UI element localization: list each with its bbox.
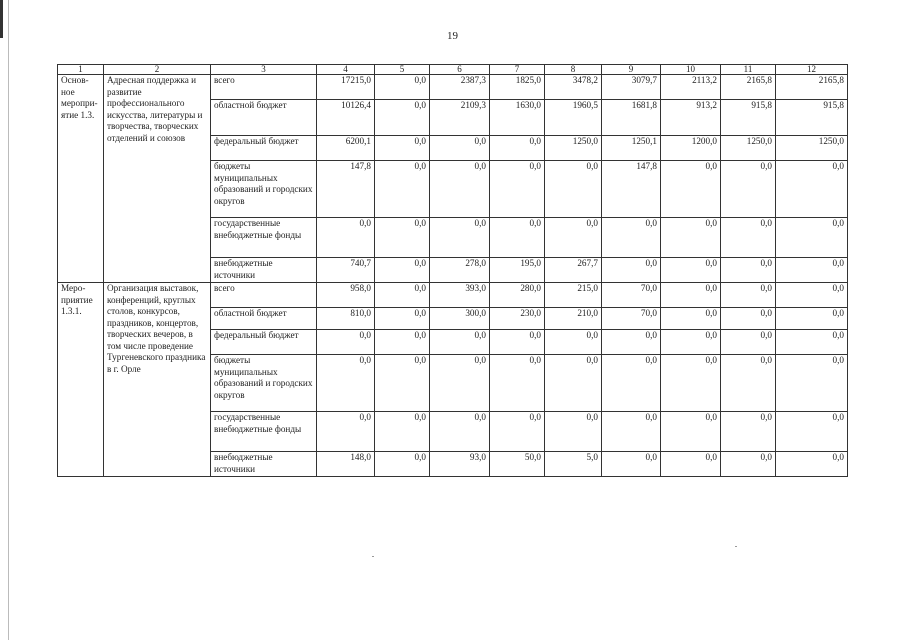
- amount-cell: 70,0: [602, 308, 661, 330]
- amount-cell: 0,0: [375, 161, 430, 218]
- amount-cell: 300,0: [430, 308, 490, 330]
- amount-cell: 210,0: [545, 308, 602, 330]
- amount-cell: 0,0: [375, 283, 430, 308]
- amount-cell: 0,0: [776, 283, 848, 308]
- header-cell: 9: [602, 65, 661, 75]
- amount-cell: 0,0: [490, 330, 545, 355]
- amount-cell: 2113,2: [661, 75, 721, 100]
- header-cell: 11: [721, 65, 776, 75]
- funding-source-cell: федеральный бюджет: [211, 330, 317, 355]
- amount-cell: 1250,1: [602, 136, 661, 161]
- amount-cell: 0,0: [776, 452, 848, 477]
- amount-cell: 93,0: [430, 452, 490, 477]
- amount-cell: 1250,0: [776, 136, 848, 161]
- amount-cell: 0,0: [375, 330, 430, 355]
- amount-cell: 915,8: [776, 100, 848, 136]
- funding-source-cell: всего: [211, 283, 317, 308]
- amount-cell: 0,0: [602, 218, 661, 258]
- amount-cell: 0,0: [661, 355, 721, 412]
- amount-cell: 267,7: [545, 258, 602, 283]
- amount-cell: 0,0: [375, 355, 430, 412]
- header-cell: 7: [490, 65, 545, 75]
- amount-cell: 0,0: [375, 412, 430, 452]
- amount-cell: 0,0: [776, 308, 848, 330]
- activity-code-cell: Меро-приятие 1.3.1.: [58, 283, 104, 477]
- amount-cell: 195,0: [490, 258, 545, 283]
- amount-cell: 0,0: [545, 218, 602, 258]
- amount-cell: 278,0: [430, 258, 490, 283]
- amount-cell: 0,0: [375, 75, 430, 100]
- amount-cell: 0,0: [721, 452, 776, 477]
- amount-cell: 0,0: [721, 218, 776, 258]
- amount-cell: 740,7: [317, 258, 375, 283]
- amount-cell: 1630,0: [490, 100, 545, 136]
- amount-cell: 0,0: [317, 330, 375, 355]
- amount-cell: 2165,8: [721, 75, 776, 100]
- amount-cell: 10126,4: [317, 100, 375, 136]
- amount-cell: 0,0: [490, 161, 545, 218]
- amount-cell: 0,0: [776, 330, 848, 355]
- amount-cell: 0,0: [430, 136, 490, 161]
- amount-cell: 1250,0: [721, 136, 776, 161]
- amount-cell: 0,0: [661, 412, 721, 452]
- header-cell: 2: [104, 65, 211, 75]
- amount-cell: 0,0: [602, 452, 661, 477]
- amount-cell: 147,8: [317, 161, 375, 218]
- amount-cell: 6200,1: [317, 136, 375, 161]
- amount-cell: 0,0: [721, 330, 776, 355]
- amount-cell: 2109,3: [430, 100, 490, 136]
- header-cell: 8: [545, 65, 602, 75]
- binding-margin-line: [8, 0, 9, 640]
- funding-source-cell: бюджеты муниципальных образований и городских округов: [211, 355, 317, 412]
- amount-cell: 50,0: [490, 452, 545, 477]
- amount-cell: 0,0: [375, 452, 430, 477]
- funding-source-cell: областной бюджет: [211, 100, 317, 136]
- amount-cell: 0,0: [602, 330, 661, 355]
- amount-cell: 0,0: [721, 308, 776, 330]
- activity-name-cell: Адресная поддержка и развитие профессионального искусства, литературы и творчества, творческих отделений и союзов: [104, 75, 211, 283]
- amount-cell: 1250,0: [545, 136, 602, 161]
- header-cell: 6: [430, 65, 490, 75]
- amount-cell: 0,0: [545, 355, 602, 412]
- amount-cell: 215,0: [545, 283, 602, 308]
- amount-cell: 0,0: [661, 161, 721, 218]
- amount-cell: 280,0: [490, 283, 545, 308]
- amount-cell: 0,0: [545, 412, 602, 452]
- amount-cell: 0,0: [317, 412, 375, 452]
- scan-speck: [735, 546, 737, 547]
- amount-cell: 1200,0: [661, 136, 721, 161]
- amount-cell: 5,0: [545, 452, 602, 477]
- amount-cell: 0,0: [721, 258, 776, 283]
- funding-source-cell: всего: [211, 75, 317, 100]
- header-cell: 5: [375, 65, 430, 75]
- amount-cell: 0,0: [661, 330, 721, 355]
- funding-source-cell: федеральный бюджет: [211, 136, 317, 161]
- amount-cell: 0,0: [490, 218, 545, 258]
- amount-cell: 70,0: [602, 283, 661, 308]
- amount-cell: 0,0: [721, 283, 776, 308]
- funding-source-cell: внебюджетные источники: [211, 258, 317, 283]
- amount-cell: 1681,8: [602, 100, 661, 136]
- amount-cell: 0,0: [490, 355, 545, 412]
- header-cell: 1: [58, 65, 104, 75]
- amount-cell: 2165,8: [776, 75, 848, 100]
- amount-cell: 0,0: [776, 355, 848, 412]
- amount-cell: 3079,7: [602, 75, 661, 100]
- amount-cell: 0,0: [375, 258, 430, 283]
- amount-cell: 1960,5: [545, 100, 602, 136]
- amount-cell: 0,0: [661, 308, 721, 330]
- activity-name-cell: Организация выставок, конференций, круглых столов, конкурсов, праздников, концертов, творческих вечеров, в том числе проведение Тургеневского праздника в г. Орле: [104, 283, 211, 477]
- amount-cell: 0,0: [721, 412, 776, 452]
- funding-source-cell: областной бюджет: [211, 308, 317, 330]
- amount-cell: 230,0: [490, 308, 545, 330]
- amount-cell: 1825,0: [490, 75, 545, 100]
- amount-cell: 0,0: [661, 283, 721, 308]
- amount-cell: 0,0: [430, 412, 490, 452]
- header-row: [58, 65, 848, 75]
- amount-cell: 0,0: [545, 161, 602, 218]
- amount-cell: 0,0: [375, 136, 430, 161]
- amount-cell: 2387,3: [430, 75, 490, 100]
- amount-cell: 0,0: [490, 136, 545, 161]
- amount-cell: 0,0: [776, 218, 848, 258]
- amount-cell: 0,0: [602, 412, 661, 452]
- budget-table: [57, 64, 848, 477]
- table-body: [58, 65, 848, 477]
- header-cell: 3: [211, 65, 317, 75]
- funding-source-cell: бюджеты муниципальных образований и городских округов: [211, 161, 317, 218]
- amount-cell: 0,0: [721, 161, 776, 218]
- funding-source-cell: государственные внебюджетные фонды: [211, 412, 317, 452]
- amount-cell: 958,0: [317, 283, 375, 308]
- amount-cell: 0,0: [776, 258, 848, 283]
- header-cell: 10: [661, 65, 721, 75]
- amount-cell: 148,0: [317, 452, 375, 477]
- amount-cell: 0,0: [602, 258, 661, 283]
- amount-cell: 915,8: [721, 100, 776, 136]
- amount-cell: 0,0: [490, 412, 545, 452]
- amount-cell: 0,0: [776, 412, 848, 452]
- amount-cell: 0,0: [661, 258, 721, 283]
- amount-cell: 393,0: [430, 283, 490, 308]
- amount-cell: 0,0: [776, 161, 848, 218]
- amount-cell: 0,0: [430, 218, 490, 258]
- amount-cell: 913,2: [661, 100, 721, 136]
- scan-speck: [372, 556, 374, 557]
- amount-cell: 0,0: [430, 355, 490, 412]
- amount-cell: 0,0: [375, 100, 430, 136]
- funding-source-cell: внебюджетные источники: [211, 452, 317, 477]
- amount-cell: 0,0: [602, 355, 661, 412]
- amount-cell: 0,0: [317, 355, 375, 412]
- amount-cell: 3478,2: [545, 75, 602, 100]
- amount-cell: 17215,0: [317, 75, 375, 100]
- amount-cell: 0,0: [545, 330, 602, 355]
- amount-cell: 0,0: [375, 218, 430, 258]
- amount-cell: 0,0: [430, 161, 490, 218]
- funding-source-cell: государственные внебюджетные фонды: [211, 218, 317, 258]
- header-cell: 4: [317, 65, 375, 75]
- header-cell: 12: [776, 65, 848, 75]
- amount-cell: 147,8: [602, 161, 661, 218]
- table-row: [58, 75, 848, 100]
- amount-cell: 810,0: [317, 308, 375, 330]
- amount-cell: 0,0: [661, 452, 721, 477]
- amount-cell: 0,0: [430, 330, 490, 355]
- amount-cell: 0,0: [375, 308, 430, 330]
- activity-code-cell: Основ-ное меропри-ятие 1.3.: [58, 75, 104, 283]
- table-row: [58, 283, 848, 308]
- page-number: 19: [447, 30, 458, 42]
- amount-cell: 0,0: [317, 218, 375, 258]
- amount-cell: 0,0: [661, 218, 721, 258]
- amount-cell: 0,0: [721, 355, 776, 412]
